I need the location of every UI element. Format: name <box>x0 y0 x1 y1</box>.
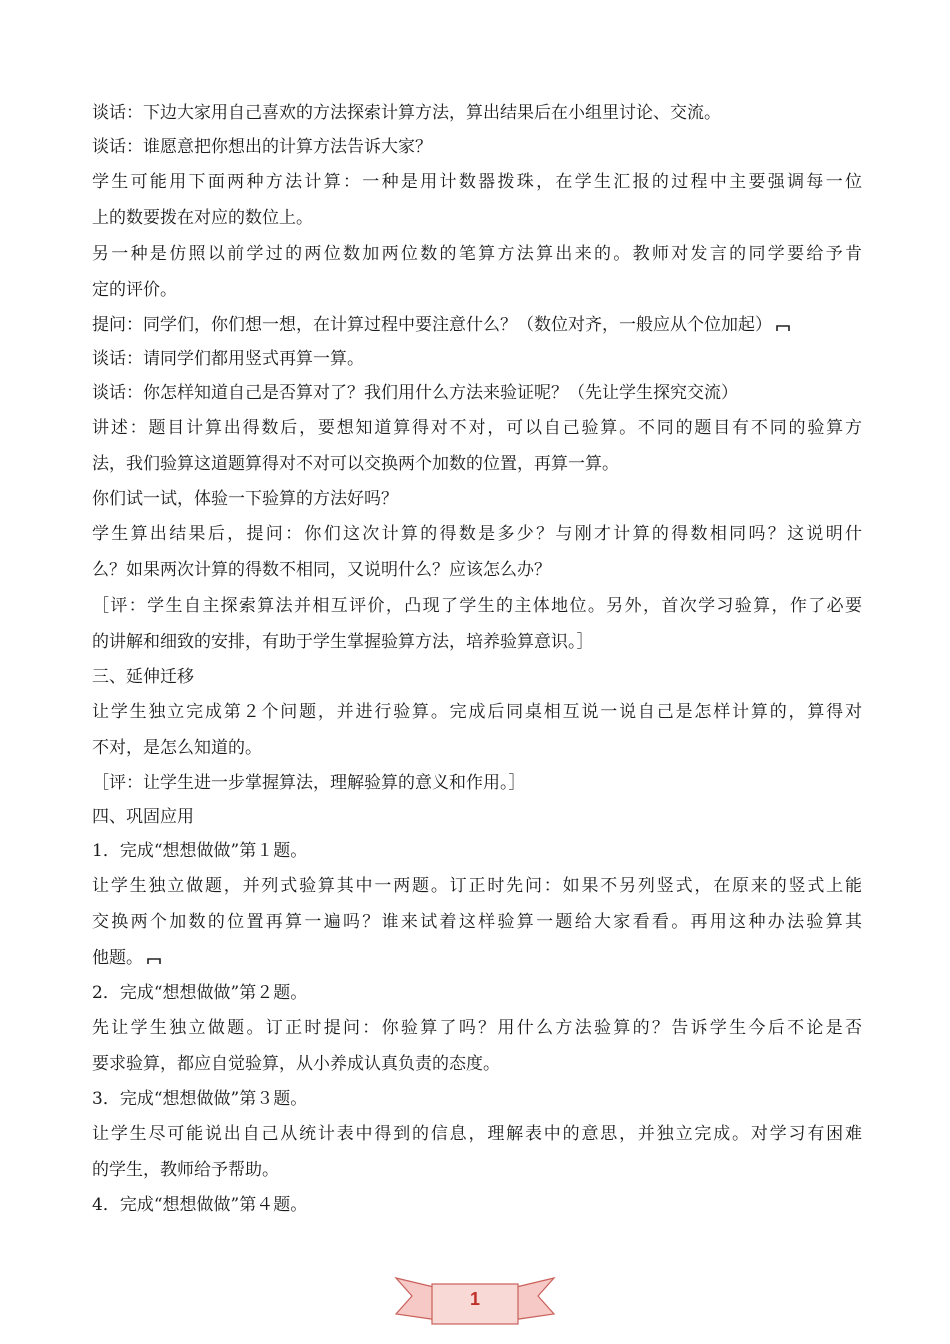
paragraph-line: 谈话：请同学们都用竖式再算一算。 <box>92 349 364 369</box>
paragraph-line: 讲述：题目计算出得数后，要想知道算得对不对，可以自己验算。不同的题目有不同的验算方 <box>92 418 862 438</box>
paragraph-line: 学生可能用下面两种方法计算：一种是用计数器拨珠，在学生汇报的过程中主要强调每一位 <box>92 172 862 192</box>
paragraph-line: 定的评价。 <box>92 280 177 300</box>
paragraph-line: 你们试一试，体验一下验算的方法好吗？ <box>92 489 398 509</box>
section-heading: 三、延伸迁移 <box>92 667 194 687</box>
list-item-heading: 4．完成“想想做做”第４题。 <box>92 1195 308 1215</box>
paragraph-line: 交换两个加数的位置再算一遍吗？谁来试着这样验算一题给大家看看。再用这种办法验算其 <box>92 912 862 932</box>
paragraph-line: 上的数要拨在对应的数位上。 <box>92 208 313 228</box>
paragraph-line: 谈话：下边大家用自己喜欢的方法探索计算方法，算出结果后在小组里讨论、交流。 <box>92 103 721 123</box>
paragraph-line: 先让学生独立做题。订正时提问：你验算了吗？用什么方法验算的？告诉学生今后不论是否 <box>92 1018 862 1038</box>
paragraph-line: 让学生独立做题，并列式验算其中一两题。订正时先问：如果不另列竖式，在原来的竖式上能 <box>92 876 862 896</box>
paragraph-line: 谈话：谁愿意把你想出的计算方法告诉大家？ <box>92 137 432 157</box>
paragraph-line-with-mark <box>92 308 862 342</box>
list-item-heading: 1．完成“想想做做”第１题。 <box>92 841 308 861</box>
paragraph-line: 么？如果两次计算的得数不相同，又说明什么？应该怎么办？ <box>92 560 551 580</box>
document-body <box>92 96 862 1222</box>
list-item-heading: 3．完成“想想做做”第３题。 <box>92 1089 308 1109</box>
edit-mark-icon <box>776 323 790 332</box>
paragraph-line: 让学生尽可能说出自己从统计表中得到的信息，理解表中的意思，并独立完成。对学习有困难 <box>92 1124 862 1144</box>
section-heading: 四、巩固应用 <box>92 807 194 827</box>
page-number-ribbon <box>392 1272 558 1326</box>
paragraph-line: 提问：同学们，你们想一想，在计算过程中要注意什么？（数位对齐，一般应从个位加起） <box>92 315 772 335</box>
edit-mark-icon <box>147 956 161 965</box>
paragraph-line: 学生算出结果后，提问：你们这次计算的得数是多少？与刚才计算的得数相同吗？这说明什 <box>92 524 862 544</box>
paragraph-line: 谈话：你怎样知道自己是否算对了？我们用什么方法来验证呢？（先让学生探究交流） <box>92 383 738 403</box>
comment-line: ［评：让学生进一步掌握算法，理解验算的意义和作用。］ <box>92 773 526 793</box>
paragraph-line: 法，我们验算这道题算得对不对可以交换两个加数的位置，再算一算。 <box>92 454 619 474</box>
paragraph-line-with-mark <box>92 940 862 976</box>
paragraph-line: 的学生，教师给予帮助。 <box>92 1160 279 1180</box>
page-number: 1 <box>469 1289 480 1309</box>
list-item-heading: 2．完成“想想做做”第２题。 <box>92 983 308 1003</box>
comment-line: ［评：学生自主探索算法并相互评价，凸现了学生的主体地位。另外，首次学习验算，作了必要 <box>92 596 862 616</box>
paragraph-line: 另一种是仿照以前学过的两位数加两位数的笔算方法算出来的。教师对发言的同学要给予肯 <box>92 244 862 264</box>
paragraph-line: 他题。 <box>92 948 143 968</box>
paragraph-line: 让学生独立完成第２个问题，并进行验算。完成后同桌相互说一说自己是怎样计算的，算得对 <box>92 702 862 722</box>
paragraph-line: 要求验算，都应自觉验算，从小养成认真负责的态度。 <box>92 1054 500 1074</box>
paragraph-line: 不对，是怎么知道的。 <box>92 738 262 758</box>
comment-line: 的讲解和细致的安排，有助于学生掌握验算方法，培养验算意识。］ <box>92 632 594 652</box>
